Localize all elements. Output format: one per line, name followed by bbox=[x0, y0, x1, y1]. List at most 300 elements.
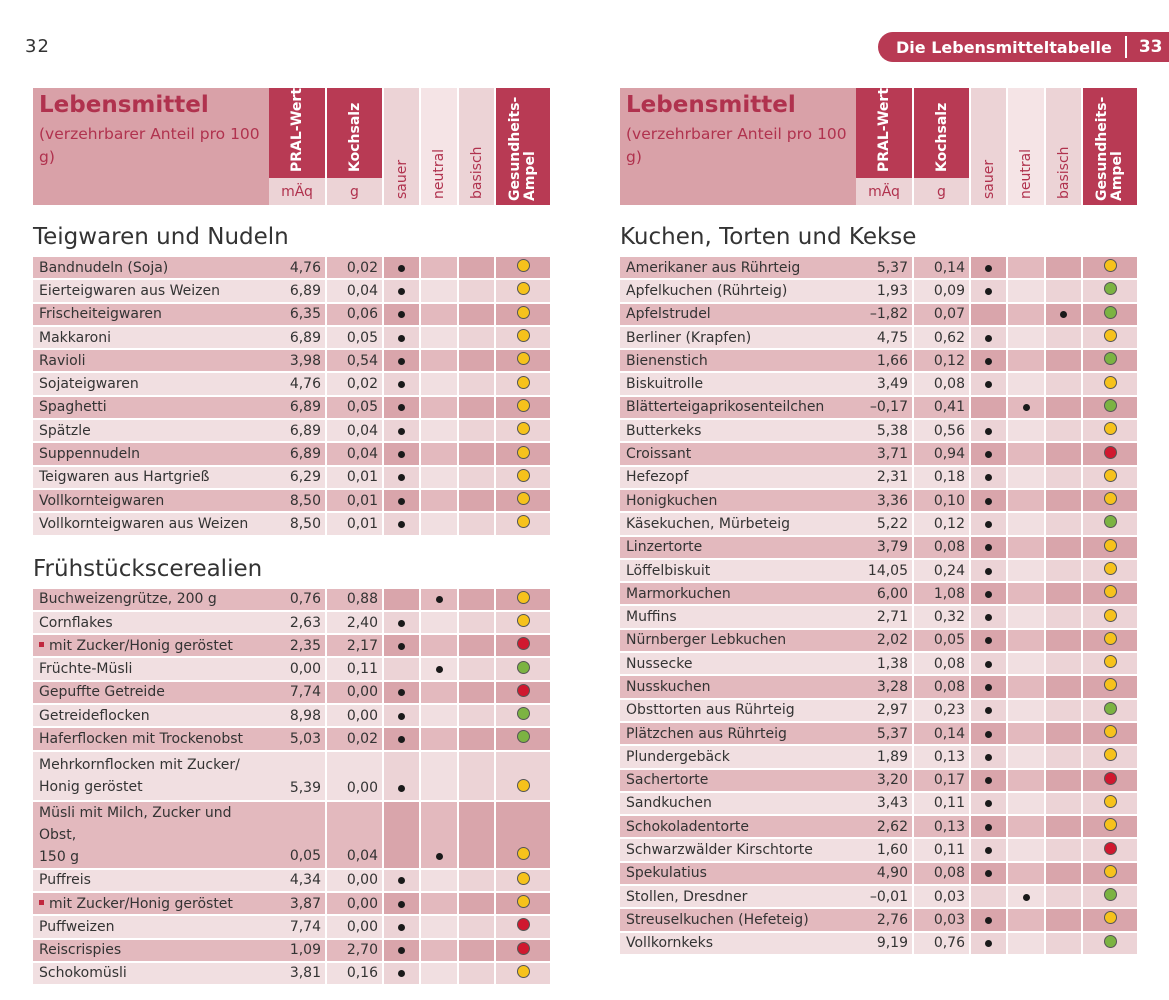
table-row bbox=[620, 397, 1137, 418]
food-name bbox=[33, 280, 269, 301]
food-name-text: Reiscrispies bbox=[39, 942, 122, 959]
cell-basisch bbox=[1046, 606, 1081, 627]
salt-value: 0,12 bbox=[914, 513, 969, 534]
cell-neutral bbox=[1008, 420, 1044, 441]
header-basisch bbox=[459, 88, 494, 205]
table-row bbox=[620, 700, 1137, 721]
cell-basisch bbox=[459, 373, 494, 394]
salt-value: 0,11 bbox=[327, 658, 382, 679]
salt-value: 0,07 bbox=[914, 304, 969, 325]
food-name-text: Ravioli bbox=[39, 352, 86, 369]
marker-dot-sauer bbox=[985, 474, 992, 481]
cell-basisch bbox=[459, 752, 494, 800]
cell-ampel bbox=[496, 612, 550, 633]
traffic-light-yellow-icon bbox=[517, 614, 530, 627]
food-name-text: Sojateigwaren bbox=[39, 376, 139, 393]
food-name bbox=[620, 630, 856, 651]
food-name-text: Löffelbiskuit bbox=[626, 562, 711, 579]
cell-basisch bbox=[1046, 863, 1081, 884]
salt-value: 0,01 bbox=[327, 513, 382, 534]
pral-value: 5,03 bbox=[269, 728, 325, 749]
pral-value: 3,28 bbox=[856, 676, 912, 697]
marker-dot-neutral bbox=[1023, 404, 1030, 411]
traffic-light-yellow-icon bbox=[1104, 632, 1117, 645]
cell-sauer bbox=[384, 467, 419, 488]
header-basisch bbox=[1046, 88, 1081, 205]
marker-dot-sauer bbox=[398, 901, 405, 908]
food-name bbox=[33, 257, 269, 278]
marker-dot-sauer bbox=[398, 924, 405, 931]
pral-value: 9,19 bbox=[856, 933, 912, 954]
traffic-light-yellow-icon bbox=[517, 779, 530, 792]
food-name-text: Buchweizengrütze, 200 g bbox=[39, 591, 217, 608]
cell-sauer bbox=[971, 700, 1006, 721]
salt-value: 0,00 bbox=[327, 705, 382, 726]
table-row bbox=[33, 420, 550, 441]
food-name bbox=[33, 443, 269, 464]
food-name bbox=[33, 705, 269, 726]
cell-ampel bbox=[1083, 513, 1137, 534]
cell-basisch bbox=[1046, 933, 1081, 954]
cell-ampel bbox=[1083, 280, 1137, 301]
cell-basisch bbox=[1046, 467, 1081, 488]
pral-value: 1,66 bbox=[856, 350, 912, 371]
pral-value: 5,38 bbox=[856, 420, 912, 441]
cell-ampel bbox=[1083, 350, 1137, 371]
cell-ampel bbox=[1083, 839, 1137, 860]
cell-basisch bbox=[1046, 513, 1081, 534]
cell-neutral bbox=[421, 658, 457, 679]
table-row bbox=[33, 916, 550, 937]
cell-sauer bbox=[384, 612, 419, 633]
cell-basisch bbox=[1046, 257, 1081, 278]
table-row bbox=[620, 280, 1137, 301]
pral-value: –0,01 bbox=[856, 886, 912, 907]
cell-neutral bbox=[1008, 583, 1044, 604]
cell-ampel bbox=[496, 705, 550, 726]
salt-value: 0,18 bbox=[914, 467, 969, 488]
cell-ampel bbox=[1083, 770, 1137, 791]
header-subtitle: (verzehrbarer Anteil pro 100 g) bbox=[39, 125, 260, 166]
cell-sauer bbox=[384, 443, 419, 464]
marker-dot-sauer bbox=[985, 940, 992, 947]
food-name bbox=[33, 397, 269, 418]
traffic-light-yellow-icon bbox=[1104, 562, 1117, 575]
food-name-text: Spaghetti bbox=[39, 399, 107, 416]
table-row bbox=[33, 373, 550, 394]
cell-ampel bbox=[1083, 886, 1137, 907]
food-name-text: Amerikaner aus Rührteig bbox=[626, 259, 801, 276]
header-kochsalz bbox=[327, 88, 382, 205]
header-pral-label: PRAL-Wert bbox=[289, 87, 305, 172]
marker-dot-neutral bbox=[1023, 894, 1030, 901]
cell-neutral bbox=[1008, 606, 1044, 627]
food-name-text: Getreideflocken bbox=[39, 707, 150, 724]
salt-value: 0,41 bbox=[914, 397, 969, 418]
traffic-light-yellow-icon bbox=[1104, 469, 1117, 482]
food-name bbox=[620, 839, 856, 860]
cell-basisch bbox=[459, 257, 494, 278]
cell-neutral bbox=[1008, 909, 1044, 930]
cell-basisch bbox=[459, 443, 494, 464]
food-name-text: Vollkornkeks bbox=[626, 935, 714, 952]
marker-dot-sauer bbox=[398, 335, 405, 342]
cell-basisch bbox=[1046, 793, 1081, 814]
food-name-text: Biskuitrolle bbox=[626, 376, 704, 393]
salt-value: 0,16 bbox=[327, 963, 382, 984]
marker-dot-sauer bbox=[398, 689, 405, 696]
table-row bbox=[33, 893, 550, 914]
cell-sauer bbox=[971, 397, 1006, 418]
traffic-light-red-icon bbox=[517, 918, 530, 931]
cell-basisch bbox=[1046, 327, 1081, 348]
marker-dot-sauer bbox=[985, 451, 992, 458]
salt-value: 0,04 bbox=[327, 802, 382, 868]
header-divider bbox=[1125, 36, 1127, 58]
cell-basisch bbox=[459, 420, 494, 441]
salt-value: 0,17 bbox=[914, 770, 969, 791]
table-row bbox=[33, 467, 550, 488]
cell-neutral bbox=[1008, 513, 1044, 534]
food-name bbox=[33, 612, 269, 633]
cell-neutral bbox=[421, 350, 457, 371]
salt-value: 2,40 bbox=[327, 612, 382, 633]
table-row bbox=[33, 870, 550, 891]
table-header bbox=[33, 88, 550, 205]
food-table bbox=[620, 255, 1137, 956]
food-name bbox=[620, 373, 856, 394]
cell-basisch bbox=[1046, 746, 1081, 767]
marker-dot-neutral bbox=[436, 596, 443, 603]
salt-value: 0,02 bbox=[327, 728, 382, 749]
marker-dot-sauer bbox=[985, 381, 992, 388]
salt-value: 0,00 bbox=[327, 916, 382, 937]
cell-ampel bbox=[1083, 443, 1137, 464]
cell-sauer bbox=[971, 839, 1006, 860]
food-name bbox=[620, 490, 856, 511]
cell-sauer bbox=[384, 513, 419, 534]
cell-neutral bbox=[1008, 723, 1044, 744]
header-basisch-label: basisch bbox=[468, 146, 485, 199]
pral-value: 1,60 bbox=[856, 839, 912, 860]
table-row bbox=[33, 257, 550, 278]
pral-value: 3,87 bbox=[269, 893, 325, 914]
food-name-text: Bandnudeln (Soja) bbox=[39, 259, 169, 276]
section-title: Kuchen, Torten und Kekse bbox=[620, 224, 917, 250]
cell-sauer bbox=[384, 327, 419, 348]
cell-ampel bbox=[496, 513, 550, 534]
cell-sauer bbox=[384, 752, 419, 800]
food-name-text: Früchte-Müsli bbox=[39, 661, 133, 678]
food-name-text: Mehrkornflocken mit Zucker/ bbox=[39, 756, 240, 773]
cell-sauer bbox=[971, 304, 1006, 325]
food-name-text: Hefezopf bbox=[626, 469, 689, 486]
traffic-light-yellow-icon bbox=[1104, 725, 1117, 738]
table-row bbox=[33, 350, 550, 371]
marker-dot-sauer bbox=[398, 428, 405, 435]
salt-value: 0,01 bbox=[327, 467, 382, 488]
cell-neutral bbox=[421, 612, 457, 633]
marker-dot-sauer bbox=[985, 824, 992, 831]
food-name-text: Müsli mit Milch, Zucker und Obst, bbox=[39, 804, 232, 843]
cell-basisch bbox=[459, 467, 494, 488]
pral-value: 14,05 bbox=[856, 560, 912, 581]
food-name bbox=[33, 490, 269, 511]
food-name-text: Blätterteigaprikosenteilchen bbox=[626, 399, 825, 416]
marker-dot-sauer bbox=[985, 288, 992, 295]
cell-sauer bbox=[384, 373, 419, 394]
cell-sauer bbox=[384, 705, 419, 726]
food-name-text: Nusskuchen bbox=[626, 678, 711, 695]
cell-basisch bbox=[1046, 839, 1081, 860]
cell-ampel bbox=[496, 682, 550, 703]
pral-value: 6,89 bbox=[269, 420, 325, 441]
header-pral-unit: mÄq bbox=[269, 178, 325, 205]
traffic-light-green-icon bbox=[517, 707, 530, 720]
food-name bbox=[33, 327, 269, 348]
traffic-light-yellow-icon bbox=[1104, 748, 1117, 761]
traffic-light-yellow-icon bbox=[517, 376, 530, 389]
marker-dot-sauer bbox=[398, 947, 405, 954]
table-row bbox=[620, 863, 1137, 884]
pral-value: 2,76 bbox=[856, 909, 912, 930]
marker-dot-sauer bbox=[985, 568, 992, 575]
cell-neutral bbox=[421, 705, 457, 726]
table-row bbox=[620, 373, 1137, 394]
salt-value: 0,10 bbox=[914, 490, 969, 511]
cell-sauer bbox=[384, 350, 419, 371]
marker-dot-sauer bbox=[985, 754, 992, 761]
cell-basisch bbox=[1046, 560, 1081, 581]
cell-neutral bbox=[1008, 816, 1044, 837]
traffic-light-yellow-icon bbox=[517, 259, 530, 272]
cell-sauer bbox=[971, 886, 1006, 907]
pral-value: 6,29 bbox=[269, 467, 325, 488]
marker-dot-sauer bbox=[985, 591, 992, 598]
salt-value: 0,32 bbox=[914, 606, 969, 627]
cell-basisch bbox=[1046, 723, 1081, 744]
traffic-light-red-icon bbox=[517, 942, 530, 955]
cell-ampel bbox=[1083, 723, 1137, 744]
cell-neutral bbox=[421, 893, 457, 914]
cell-neutral bbox=[421, 373, 457, 394]
food-name bbox=[620, 723, 856, 744]
pral-value: 7,74 bbox=[269, 916, 325, 937]
pral-value: 5,22 bbox=[856, 513, 912, 534]
cell-ampel bbox=[496, 373, 550, 394]
traffic-light-green-icon bbox=[1104, 935, 1117, 948]
traffic-light-yellow-icon bbox=[1104, 865, 1117, 878]
food-name-text: Marmorkuchen bbox=[626, 585, 731, 602]
cell-sauer bbox=[971, 280, 1006, 301]
food-name-text: Obsttorten aus Rührteig bbox=[626, 702, 795, 719]
cell-sauer bbox=[971, 676, 1006, 697]
traffic-light-green-icon bbox=[1104, 399, 1117, 412]
header-ampel bbox=[1083, 88, 1137, 205]
food-name bbox=[33, 916, 269, 937]
cell-basisch bbox=[1046, 676, 1081, 697]
food-name-text: Apfelkuchen (Rührteig) bbox=[626, 282, 788, 299]
salt-value: 0,14 bbox=[914, 257, 969, 278]
header-neutral-label: neutral bbox=[1018, 148, 1034, 199]
marker-dot-neutral bbox=[436, 853, 443, 860]
pral-value: 2,31 bbox=[856, 467, 912, 488]
traffic-light-yellow-icon bbox=[517, 446, 530, 459]
table-row bbox=[33, 963, 550, 984]
header-sauer bbox=[971, 88, 1006, 205]
table-row bbox=[620, 909, 1137, 930]
food-name-text: Bienenstich bbox=[626, 352, 708, 369]
header-title: Lebensmittel bbox=[39, 92, 209, 118]
traffic-light-yellow-icon bbox=[517, 282, 530, 295]
food-name bbox=[33, 752, 269, 800]
cell-sauer bbox=[971, 443, 1006, 464]
marker-dot-sauer bbox=[985, 428, 992, 435]
cell-ampel bbox=[496, 350, 550, 371]
traffic-light-yellow-icon bbox=[1104, 422, 1117, 435]
table-row bbox=[620, 746, 1137, 767]
right-column bbox=[620, 88, 1137, 956]
table-row bbox=[620, 770, 1137, 791]
food-name-text: Honigkuchen bbox=[626, 492, 718, 509]
header-title: Lebensmittel bbox=[626, 92, 796, 118]
salt-value: 0,02 bbox=[327, 257, 382, 278]
cell-ampel bbox=[1083, 606, 1137, 627]
cell-neutral bbox=[1008, 467, 1044, 488]
cell-basisch bbox=[459, 728, 494, 749]
marker-dot-sauer bbox=[985, 544, 992, 551]
salt-value: 0,94 bbox=[914, 443, 969, 464]
cell-neutral bbox=[421, 280, 457, 301]
bullet-marker bbox=[39, 642, 44, 647]
food-name-text: mit Zucker/Honig geröstet bbox=[49, 637, 233, 654]
marker-dot-sauer bbox=[985, 684, 992, 691]
food-name-text: Teigwaren aus Hartgrieß bbox=[39, 469, 210, 486]
cell-basisch bbox=[459, 304, 494, 325]
food-name bbox=[33, 467, 269, 488]
food-name bbox=[620, 467, 856, 488]
salt-value: 2,70 bbox=[327, 940, 382, 961]
traffic-light-green-icon bbox=[1104, 515, 1117, 528]
food-name bbox=[620, 513, 856, 534]
food-name-text: Streuselkuchen (Hefeteig) bbox=[626, 911, 809, 928]
header-ampel-label: Gesundheits-Ampel bbox=[1094, 96, 1125, 201]
pral-value: 8,50 bbox=[269, 513, 325, 534]
header-sauer bbox=[384, 88, 419, 205]
cell-ampel bbox=[1083, 653, 1137, 674]
cell-basisch bbox=[1046, 443, 1081, 464]
cell-neutral bbox=[1008, 443, 1044, 464]
food-name bbox=[620, 793, 856, 814]
cell-ampel bbox=[496, 916, 550, 937]
table-row bbox=[620, 257, 1137, 278]
food-name-text: Butterkeks bbox=[626, 422, 702, 439]
cell-neutral bbox=[421, 490, 457, 511]
cell-basisch bbox=[1046, 816, 1081, 837]
food-name bbox=[33, 658, 269, 679]
cell-sauer bbox=[384, 589, 419, 610]
header-kochsalz-unit: g bbox=[327, 178, 382, 205]
food-name bbox=[620, 770, 856, 791]
pral-value: 5,37 bbox=[856, 723, 912, 744]
marker-dot-sauer bbox=[398, 877, 405, 884]
table-row bbox=[620, 816, 1137, 837]
cell-neutral bbox=[1008, 863, 1044, 884]
pral-value: 4,34 bbox=[269, 870, 325, 891]
marker-dot-basisch bbox=[1060, 311, 1067, 318]
cell-sauer bbox=[971, 583, 1006, 604]
marker-dot-sauer bbox=[398, 498, 405, 505]
cell-basisch bbox=[459, 635, 494, 656]
cell-sauer bbox=[971, 746, 1006, 767]
cell-ampel bbox=[1083, 863, 1137, 884]
header-ampel-label: Gesundheits-Ampel bbox=[507, 96, 538, 201]
cell-ampel bbox=[496, 467, 550, 488]
cell-sauer bbox=[971, 606, 1006, 627]
cell-sauer bbox=[971, 467, 1006, 488]
cell-ampel bbox=[1083, 257, 1137, 278]
marker-dot-sauer bbox=[398, 404, 405, 411]
cell-ampel bbox=[1083, 420, 1137, 441]
cell-sauer bbox=[971, 560, 1006, 581]
cell-sauer bbox=[384, 870, 419, 891]
table-row bbox=[620, 513, 1137, 534]
food-name-text: Schwarzwälder Kirschtorte bbox=[626, 842, 813, 859]
pral-value: 5,39 bbox=[269, 752, 325, 800]
food-name bbox=[33, 304, 269, 325]
food-name bbox=[620, 327, 856, 348]
pral-value: 6,89 bbox=[269, 443, 325, 464]
cell-neutral bbox=[421, 257, 457, 278]
food-name-text-2: 150 g bbox=[39, 848, 80, 865]
salt-value: 0,62 bbox=[914, 327, 969, 348]
cell-sauer bbox=[384, 682, 419, 703]
cell-sauer bbox=[971, 909, 1006, 930]
traffic-light-yellow-icon bbox=[1104, 329, 1117, 342]
table-row bbox=[33, 658, 550, 679]
cell-sauer bbox=[971, 816, 1006, 837]
cell-neutral bbox=[1008, 933, 1044, 954]
cell-ampel bbox=[1083, 537, 1137, 558]
food-table bbox=[33, 587, 550, 987]
food-name bbox=[33, 635, 269, 656]
pral-value: 1,09 bbox=[269, 940, 325, 961]
pral-value: 0,76 bbox=[269, 589, 325, 610]
marker-dot-sauer bbox=[985, 521, 992, 528]
food-name-text: Gepuffte Getreide bbox=[39, 684, 165, 701]
table-row bbox=[620, 630, 1137, 651]
cell-neutral bbox=[421, 870, 457, 891]
salt-value: 2,17 bbox=[327, 635, 382, 656]
food-name bbox=[620, 443, 856, 464]
cell-ampel bbox=[496, 870, 550, 891]
cell-neutral bbox=[1008, 304, 1044, 325]
salt-value: 0,08 bbox=[914, 373, 969, 394]
cell-neutral bbox=[1008, 537, 1044, 558]
cell-sauer bbox=[384, 963, 419, 984]
salt-value: 0,24 bbox=[914, 560, 969, 581]
pral-value: 3,49 bbox=[856, 373, 912, 394]
cell-sauer bbox=[384, 490, 419, 511]
salt-value: 0,06 bbox=[327, 304, 382, 325]
cell-ampel bbox=[496, 280, 550, 301]
cell-sauer bbox=[971, 863, 1006, 884]
pral-value: 6,00 bbox=[856, 583, 912, 604]
salt-value: 1,08 bbox=[914, 583, 969, 604]
marker-dot-sauer bbox=[398, 736, 405, 743]
cell-basisch bbox=[1046, 350, 1081, 371]
salt-value: 0,14 bbox=[914, 723, 969, 744]
